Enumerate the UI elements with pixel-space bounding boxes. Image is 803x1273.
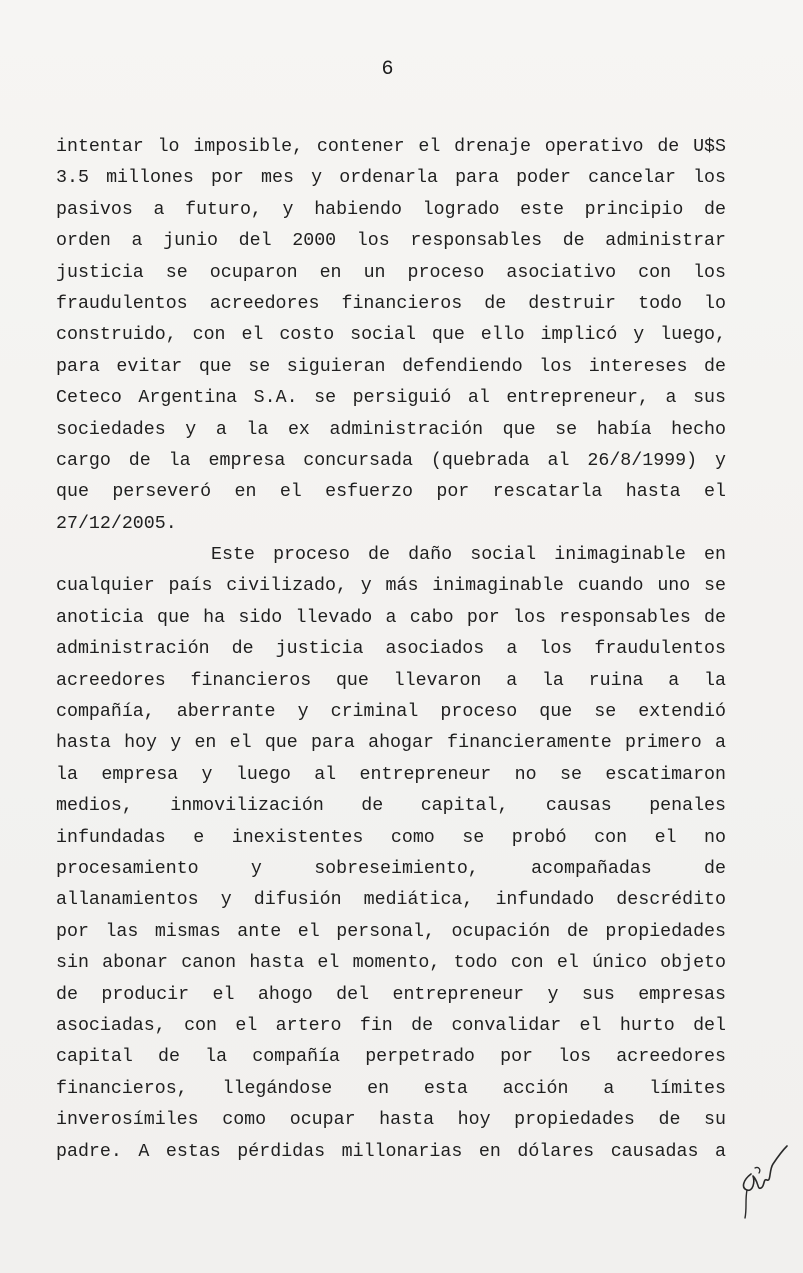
document-body <box>56 132 726 1168</box>
page-number: 6 <box>381 58 394 81</box>
text-line: compañía, aberrante y criminal proceso que se extendió <box>56 702 726 723</box>
text-line: financieros, llegándose en esta acción a límites <box>56 1078 726 1099</box>
text-line: medios, inmovilización de capital, causas penales <box>56 796 726 817</box>
text-line: la empresa y luego al entrepreneur no se escatimaron <box>56 764 726 785</box>
text-line: sociedades y a la ex administración que se había hecho <box>56 419 726 440</box>
text-line: Ceteco Argentina S.A. se persiguió al entrepreneur, a sus <box>56 388 726 409</box>
text-line: cargo de la empresa concursada (quebrada al 26/8/1999) y <box>56 450 726 471</box>
text-line: infundadas e inexistentes como se probó con el no <box>56 827 726 848</box>
text-line: para evitar que se siguieran defendiendo los intereses de <box>56 356 726 377</box>
text-line: sin abonar canon hasta el momento, todo con el único objeto <box>56 953 726 974</box>
text-line: intentar lo imposible, contener el drenaje operativo de U$S <box>56 137 726 157</box>
text-line: cualquier país civilizado, y más inimaginable cuando uno se <box>56 576 726 597</box>
text-line: administración de justicia asociados a los fraudulentos <box>56 639 726 660</box>
paragraph-2 <box>56 540 726 1168</box>
text-line: asociadas, con el artero fin de convalidar el hurto del <box>56 1015 726 1036</box>
signature-icon <box>733 1140 793 1220</box>
text-line: orden a junio del 2000 los responsables de administrar <box>56 231 726 252</box>
text-line: hasta hoy y en el que para ahogar financieramente primero a <box>56 733 726 754</box>
paragraph-1 <box>56 132 726 540</box>
text-line: fraudulentos acreedores financieros de destruir todo lo <box>56 293 726 314</box>
text-line: por las mismas ante el personal, ocupación de propiedades <box>56 921 726 942</box>
text-line: de producir el ahogo del entrepreneur y sus empresas <box>56 984 726 1005</box>
text-line: procesamiento y sobreseimiento, acompañadas de <box>56 858 726 879</box>
text-line: acreedores financieros que llevaron a la ruina a la <box>56 670 726 691</box>
text-line: anoticia que ha sido llevado a cabo por los responsables de <box>56 607 726 628</box>
text-line: 27/12/2005. <box>56 513 177 534</box>
text-line: capital de la compañía perpetrado por los acreedores <box>56 1047 726 1068</box>
text-line: padre. A estas pérdidas millonarias en dólares causadas a <box>56 1141 726 1162</box>
text-line: pasivos a futuro, y habiendo logrado este principio de <box>56 199 726 220</box>
text-line: allanamientos y difusión mediática, infundado descrédito <box>56 890 726 911</box>
text-line: justicia se ocuparon en un proceso asociativo con los <box>56 262 726 283</box>
text-line: inverosímiles como ocupar hasta hoy propiedades de su <box>56 1110 726 1131</box>
text-line: 3.5 millones por mes y ordenarla para poder cancelar los <box>56 168 726 189</box>
text-line: que perseveró en el esfuerzo por rescatarla hasta el <box>56 482 726 503</box>
text-line: construido, con el costo social que ello implicó y luego, <box>56 325 726 346</box>
text-line: Este proceso de daño social inimaginable en <box>211 545 726 566</box>
